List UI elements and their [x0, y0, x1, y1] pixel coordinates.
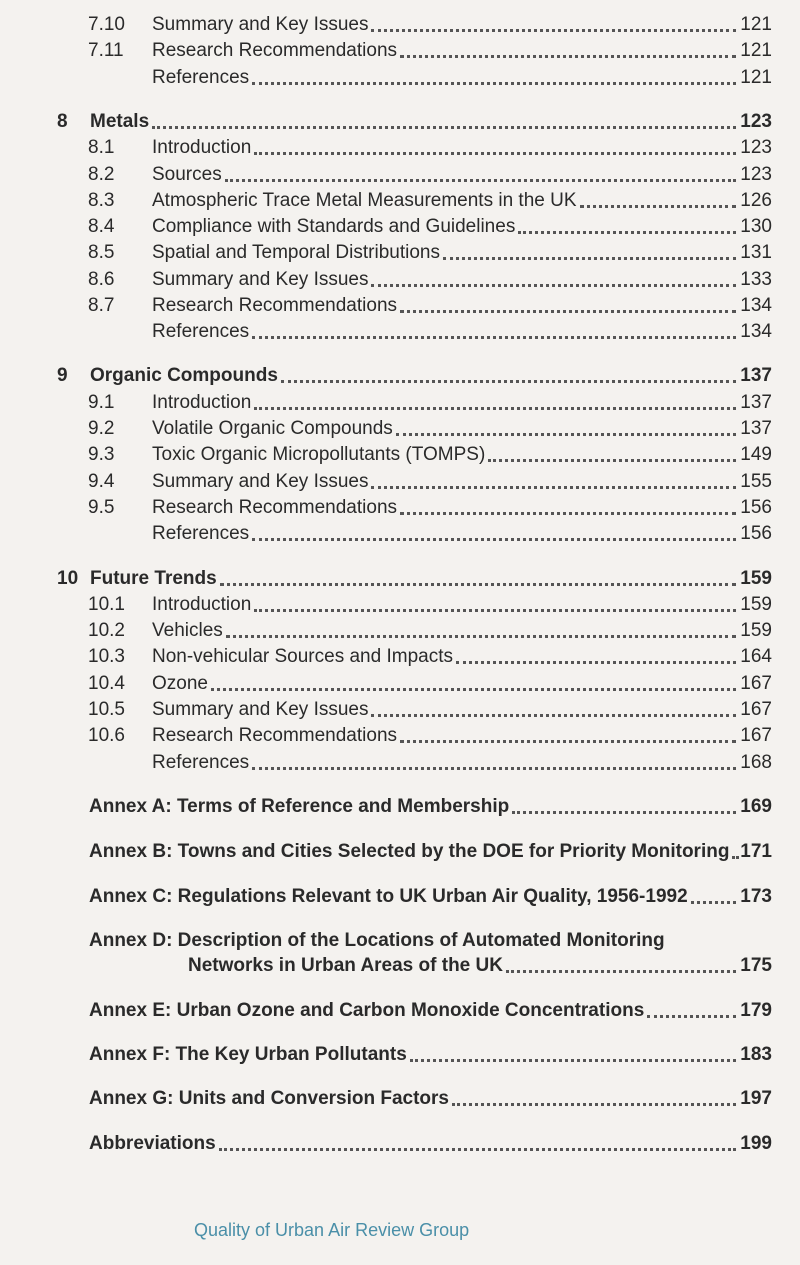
toc-entry-number: 8.1 — [88, 137, 115, 158]
dot-leader — [226, 635, 736, 638]
toc-entry-title: Non-vehicular Sources and Impacts — [152, 646, 453, 667]
toc-entry-title: Ozone — [152, 673, 208, 694]
toc-entry — [0, 320, 800, 344]
toc-entry — [0, 567, 800, 591]
toc-entry-page-number: 121 — [740, 14, 772, 35]
toc-entry-page-number: 159 — [740, 568, 772, 589]
dot-leader — [691, 901, 736, 904]
dot-leader — [371, 284, 736, 287]
toc-entry-page-number: 133 — [740, 269, 772, 290]
toc-entry-title: Networks in Urban Areas of the UK — [188, 955, 503, 976]
dot-leader — [225, 179, 736, 182]
toc-entry-number: 10.5 — [88, 699, 125, 720]
toc-entry-page-number: 121 — [740, 40, 772, 61]
toc-entry-page-number: 137 — [740, 418, 772, 439]
dot-leader — [252, 82, 736, 85]
dot-leader — [252, 767, 736, 770]
toc-entry-title: Summary and Key Issues — [152, 471, 369, 492]
toc-entry-title: Research Recommendations — [152, 40, 398, 61]
toc-entry-title: Annex D: Description of the Locations of Automated Monitoring — [89, 930, 665, 951]
toc-entry — [0, 1132, 800, 1156]
toc-entry-title: References — [152, 752, 250, 773]
dot-leader — [152, 126, 736, 129]
toc-entry-page-number: 167 — [740, 725, 772, 746]
toc-entry-page-number: 167 — [740, 699, 772, 720]
dot-leader — [580, 205, 736, 208]
toc-entry-number: 7.10 — [88, 14, 125, 35]
toc-entry-page-number: 199 — [740, 1133, 772, 1154]
toc-entry-number: 7.11 — [88, 40, 124, 61]
toc-entry-number: 8.7 — [88, 295, 115, 316]
toc-entry-title: References — [152, 523, 250, 544]
toc-entry-page-number: 130 — [740, 216, 772, 237]
toc-entry-number: 9.3 — [88, 444, 115, 465]
toc-entry-page-number: 197 — [740, 1088, 772, 1109]
toc-entry-title: Research Recommendations — [152, 497, 398, 518]
toc-entry-page-number: 137 — [740, 392, 772, 413]
dot-leader — [647, 1015, 736, 1018]
dot-leader — [254, 152, 736, 155]
toc-entry-number: 8.4 — [88, 216, 115, 237]
dot-leader — [400, 512, 736, 515]
toc-entry — [0, 954, 800, 978]
toc-entry-number: 9.5 — [88, 497, 115, 518]
toc-entry — [0, 215, 800, 239]
dot-leader — [452, 1103, 736, 1106]
toc-entry-title: Annex A: Terms of Reference and Membership — [89, 796, 510, 817]
dot-leader — [252, 538, 736, 541]
toc-entry-title: Introduction — [152, 137, 252, 158]
toc-entry-title: Annex C: Regulations Relevant to UK Urban Air Quality, 1956-1992 — [89, 886, 688, 907]
toc-entry-number: 9.1 — [88, 392, 115, 413]
toc-entry-page-number: 149 — [740, 444, 772, 465]
toc-entry-title: Atmospheric Trace Metal Measurements in the UK — [152, 190, 577, 211]
toc-entry-page-number: 134 — [740, 295, 772, 316]
toc-entry — [0, 751, 800, 775]
toc-entry-title: Metals — [90, 111, 150, 132]
toc-entry-number: 9 — [57, 365, 68, 386]
toc-entry-title: Summary and Key Issues — [152, 14, 369, 35]
toc-entry-page-number: 183 — [740, 1044, 772, 1065]
toc-entry-title: References — [152, 67, 250, 88]
toc-entry — [0, 13, 800, 37]
toc-entry-title: Summary and Key Issues — [152, 269, 369, 290]
toc-entry-number: 10.1 — [88, 594, 125, 615]
toc-entry-page-number: 126 — [740, 190, 772, 211]
dot-leader — [254, 407, 736, 410]
toc-entry-page-number: 159 — [740, 620, 772, 641]
dot-leader — [371, 486, 736, 489]
dot-leader — [410, 1059, 736, 1062]
toc-entry-number: 9.2 — [88, 418, 115, 439]
toc-entry — [0, 294, 800, 318]
toc-entry — [0, 840, 800, 864]
toc-entry-page-number: 134 — [740, 321, 772, 342]
dot-leader — [211, 688, 736, 691]
toc-entry-page-number: 131 — [740, 242, 772, 263]
toc-entry — [0, 672, 800, 696]
toc-entry — [0, 189, 800, 213]
toc-entry-title: Annex F: The Key Urban Pollutants — [89, 1044, 407, 1065]
toc-entry-title: Annex B: Towns and Cities Selected by the DOE for Priority Monitoring — [89, 841, 730, 862]
toc-entry-page-number: 123 — [740, 164, 772, 185]
toc-entry — [0, 645, 800, 669]
toc-entry-title: Volatile Organic Compounds — [152, 418, 393, 439]
toc-entry — [0, 1043, 800, 1067]
dot-leader — [732, 856, 736, 859]
toc-entry — [0, 417, 800, 441]
toc-entry-page-number: 123 — [740, 111, 772, 132]
toc-entry — [0, 443, 800, 467]
dot-leader — [400, 740, 736, 743]
toc-entry-number: 10 — [57, 568, 79, 589]
toc-entry-page-number: 123 — [740, 137, 772, 158]
toc-entry — [0, 163, 800, 187]
dot-leader — [252, 336, 736, 339]
dot-leader — [219, 1148, 736, 1151]
toc-entry-title: Future Trends — [90, 568, 217, 589]
toc-entry-title: Annex G: Units and Conversion Factors — [89, 1088, 449, 1109]
toc-entry — [0, 619, 800, 643]
toc-entry — [0, 241, 800, 265]
toc-entry-page-number: 156 — [740, 497, 772, 518]
toc-entry-title: Sources — [152, 164, 222, 185]
dot-leader — [400, 55, 736, 58]
toc-entry-title: Spatial and Temporal Distributions — [152, 242, 440, 263]
toc-entry — [0, 496, 800, 520]
dot-leader — [488, 459, 736, 462]
toc-entry-page-number: 173 — [740, 886, 772, 907]
toc-entry — [0, 110, 800, 134]
toc-entry-page-number: 137 — [740, 365, 772, 386]
toc-entry-page-number: 171 — [740, 841, 772, 862]
toc-entry-title: Introduction — [152, 594, 252, 615]
dot-leader — [371, 29, 736, 32]
dot-leader — [400, 310, 736, 313]
toc-entry — [0, 364, 800, 388]
dot-leader — [371, 714, 736, 717]
toc-entry — [0, 724, 800, 748]
toc-entry-title: Compliance with Standards and Guidelines — [152, 216, 516, 237]
toc-entry-number: 8.3 — [88, 190, 115, 211]
toc-entry — [0, 268, 800, 292]
dot-leader — [512, 811, 736, 814]
toc-entry-page-number: 168 — [740, 752, 772, 773]
toc-entry-title: Vehicles — [152, 620, 223, 641]
toc-entry-number: 8 — [57, 111, 68, 132]
toc-entry-page-number: 179 — [740, 1000, 772, 1021]
toc-entry-title: Abbreviations — [89, 1133, 216, 1154]
toc-entry-page-number: 156 — [740, 523, 772, 544]
toc-entry-number: 10.2 — [88, 620, 125, 641]
dot-leader — [220, 583, 736, 586]
toc-entry-title: References — [152, 321, 250, 342]
toc-entry-number: 10.4 — [88, 673, 125, 694]
toc-entry-page-number: 175 — [740, 955, 772, 976]
dot-leader — [281, 380, 736, 383]
toc-entry — [0, 885, 800, 909]
toc-entry-page-number: 159 — [740, 594, 772, 615]
toc-entry-page-number: 155 — [740, 471, 772, 492]
toc-entry-title: Annex E: Urban Ozone and Carbon Monoxide Concentrations — [89, 1000, 645, 1021]
toc-entry-title: Organic Compounds — [90, 365, 278, 386]
toc-entry — [0, 1087, 800, 1111]
toc-entry — [0, 522, 800, 546]
toc-entry-page-number: 121 — [740, 67, 772, 88]
toc-entry-number: 10.3 — [88, 646, 125, 667]
dot-leader — [396, 433, 736, 436]
toc-entry — [0, 999, 800, 1023]
toc-entry-number: 9.4 — [88, 471, 115, 492]
toc-entry — [0, 470, 800, 494]
toc-entry-number: 8.2 — [88, 164, 115, 185]
toc-entry-number: 8.5 — [88, 242, 115, 263]
dot-leader — [518, 231, 736, 234]
toc-entry — [0, 698, 800, 722]
toc-entry-title: Introduction — [152, 392, 252, 413]
toc-entry-page-number: 164 — [740, 646, 772, 667]
dot-leader — [443, 257, 736, 260]
toc-entry-page-number: 167 — [740, 673, 772, 694]
toc-entry — [0, 66, 800, 90]
toc-entry-title: Toxic Organic Micropollutants (TOMPS) — [152, 444, 486, 465]
dot-leader — [506, 970, 736, 973]
page-footer: Quality of Urban Air Review Group — [194, 1220, 470, 1240]
toc-entry-number: 8.6 — [88, 269, 115, 290]
toc-entry — [0, 929, 800, 953]
dot-leader — [456, 661, 736, 664]
toc-entry — [0, 391, 800, 415]
toc-entry-number: 10.6 — [88, 725, 125, 746]
toc-entry-title: Summary and Key Issues — [152, 699, 369, 720]
toc-entry — [0, 795, 800, 819]
toc-entry-title: Research Recommendations — [152, 725, 398, 746]
toc-entry — [0, 39, 800, 63]
toc-entry-title: Research Recommendations — [152, 295, 398, 316]
dot-leader — [254, 609, 736, 612]
toc-entry-page-number: 169 — [740, 796, 772, 817]
toc-entry — [0, 593, 800, 617]
toc-entry — [0, 136, 800, 160]
